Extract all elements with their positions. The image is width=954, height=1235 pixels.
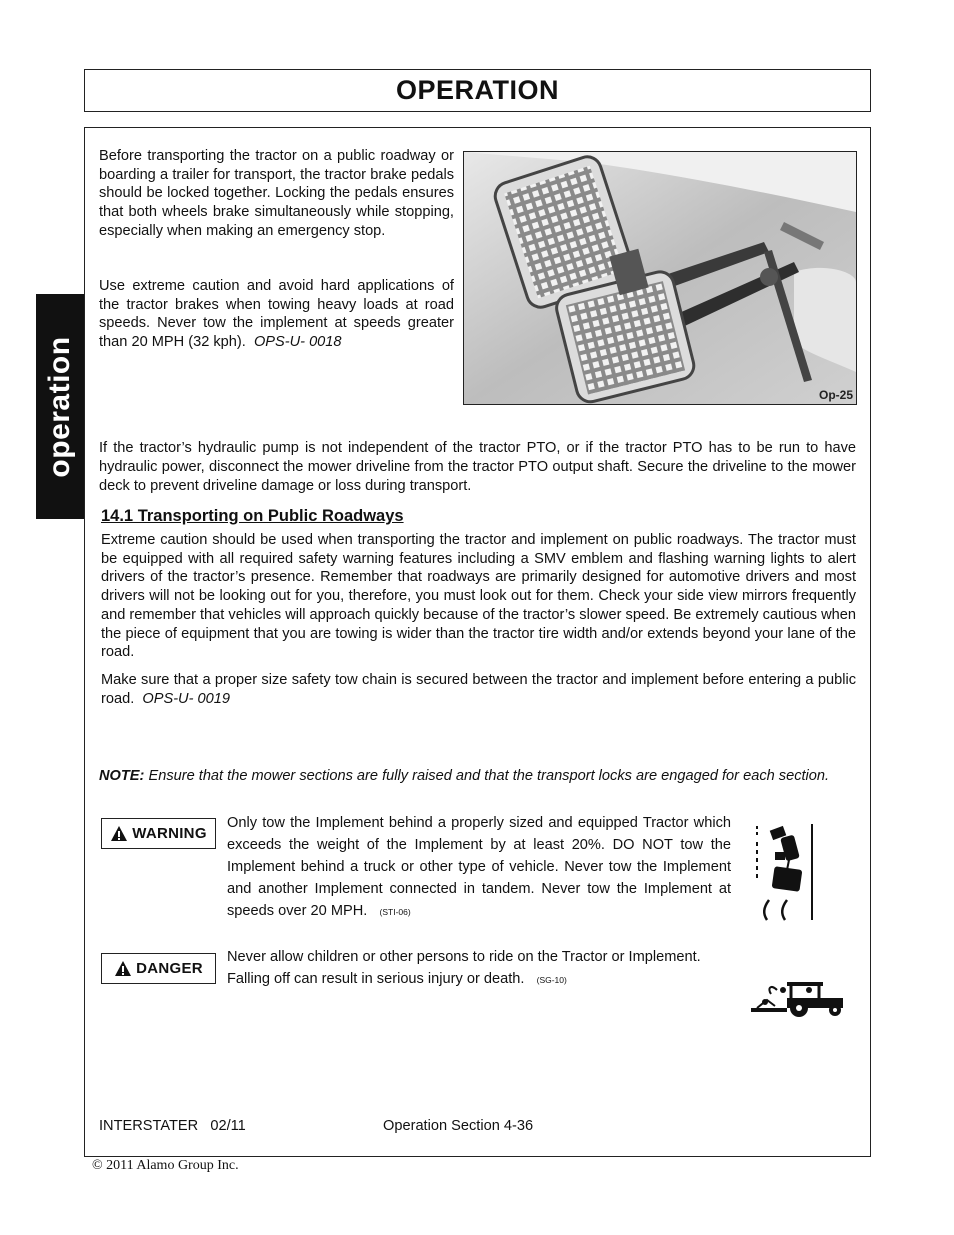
danger-sign: [101, 953, 216, 984]
danger-triangle-icon: [114, 960, 132, 977]
warning-code: (STI-06): [379, 907, 411, 917]
footer-section-page: Operation Section 4-36: [383, 1118, 534, 1134]
note-label: NOTE:: [99, 768, 145, 784]
tractor-fall-icon: [747, 974, 847, 1018]
photo-label: Op-25: [818, 388, 853, 402]
note-text: Ensure that the mower sections are fully raised and that the transport locks are engaged for each section.: [148, 768, 830, 784]
intro-paragraph-1: Before transporting the tractor on a public roadway or boarding a trailer for transport, the tractor brake pedals should be locked together. Locking the pedals ensures that both wheels brake simultaneously while stopping, especially when making an emergency stop.: [99, 148, 454, 239]
brake-pedal-photo: [463, 151, 857, 405]
warning-text: Only tow the Implement behind a properly sized and equipped Tractor which exceeds the weight of the Implement by at least 20%. DO NOT tow the Implement behind a truck or other type of vehicle. Never tow the Implement and another Implement connected in tandem. Never tow the Implement at speeds over 20 MPH.: [227, 815, 731, 919]
intro-code: OPS-U- 0018: [253, 334, 342, 351]
section-paragraph-2: [101, 671, 856, 708]
intro-paragraph-2: [99, 277, 454, 352]
warning-text-block: [227, 812, 731, 923]
side-tab: [36, 294, 84, 519]
section-heading: 14.1 Transporting on Public Roadways: [101, 507, 404, 525]
brake-pedal-illustration: [464, 152, 856, 404]
danger-code: (SG-10): [536, 975, 567, 985]
hydraulic-paragraph: If the tractor’s hydraulic pump is not independent of the tractor PTO, or if the tractor PTO has to be run to have hydraulic power, disconnect the mower driveline from the tractor PTO output shaft. Secure the driveline to the mower deck to prevent driveline damage or loss during transport.: [99, 440, 856, 494]
warning-sign: [101, 818, 216, 849]
warning-triangle-icon: [110, 825, 128, 842]
tow-vehicle-icon: [749, 822, 819, 922]
header-box: [84, 69, 871, 112]
copyright: © 2011 Alamo Group Inc.: [92, 1158, 239, 1173]
section-paragraph-2-text: Make sure that a proper size safety tow chain is secured between the tractor and implement before entering a public road.: [101, 672, 856, 707]
side-tab-label: operation: [43, 335, 76, 478]
danger-label: DANGER: [136, 960, 203, 977]
section-paragraph-1: Extreme caution should be used when transporting the tractor and implement on public roadways. The tractor must be equipped with all required safety warning features including a SMV emblem and flashing warning lights to alert drivers of the tractor’s presence. Remember that roadways are primarily designed for automotive drivers and most drivers will not be looking out for you, therefore, you must look out for them. Check your side view mirrors frequently and remember that vehicles will approach quickly because of the tractor’s slower speed. Be extremely cautious when the piece of equipment that you are towing is wider than the tractor tire width and/or extends beyond your lane of the road.: [101, 532, 856, 661]
content-box: [84, 127, 871, 1157]
intro-paragraph-2-text: Use extreme caution and avoid hard applications of the tractor brakes when towing heavy loads at road speeds. Never tow the implement at speeds greater than 20 MPH (32 kph).: [99, 278, 454, 351]
warning-label: WARNING: [132, 825, 207, 842]
danger-text: Never allow children or other persons to ride on the Tractor or Implement. Falling off can result in serious injury or death.: [227, 949, 701, 987]
section-code: OPS-U- 0019: [142, 690, 230, 707]
danger-text-block: [227, 946, 737, 991]
footer-model-date: INTERSTATER 02/11: [99, 1118, 246, 1134]
note-block: [99, 767, 856, 785]
page-title: OPERATION: [395, 75, 559, 105]
